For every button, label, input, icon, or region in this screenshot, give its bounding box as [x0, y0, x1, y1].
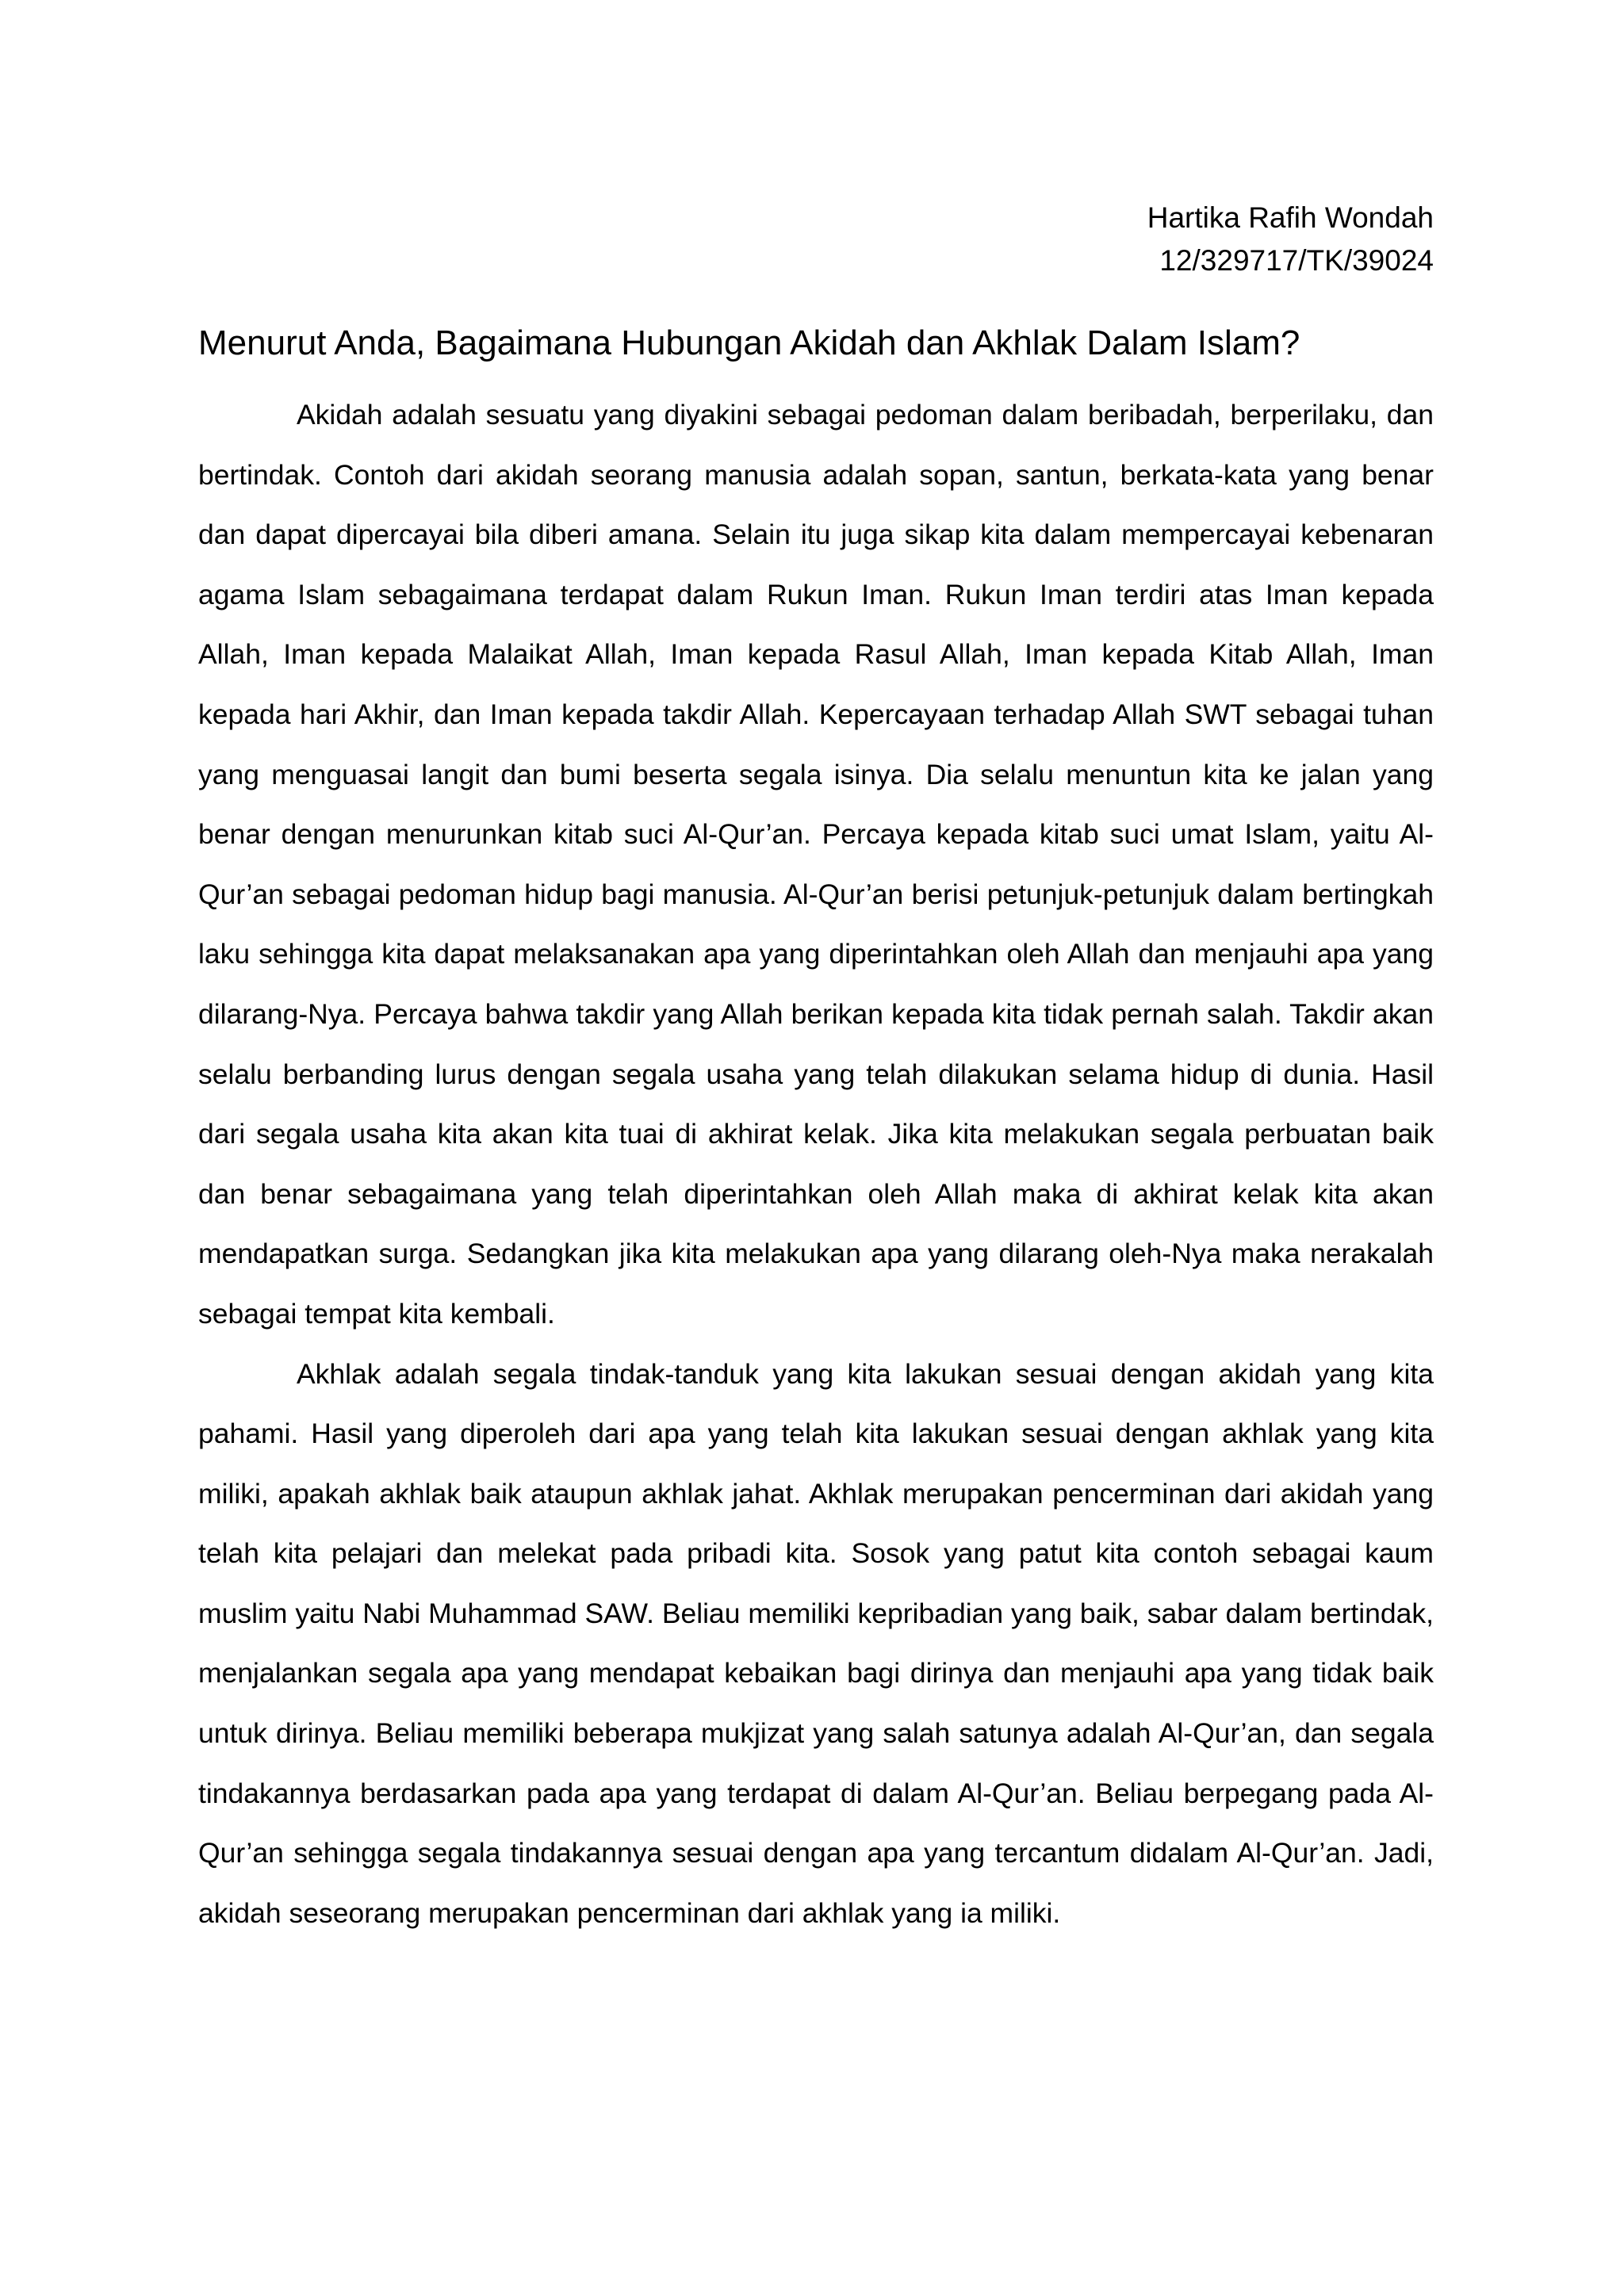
author-block — [1147, 197, 1434, 282]
paragraph-akhlak: Akhlak adalah segala tindak-tanduk yang kita lakukan sesuai dengan akidah yang kita pahami. Hasil yang diperoleh dari apa yang telah kita lakukan sesuai dengan akhlak yang kita miliki, apakah akhlak baik ataupun akhlak jahat. Akhlak merupakan pencerminan dari akidah yang telah kita pelajari dan melekat pada pribadi kita. Sosok yang patut kita contoh sebagai kaum muslim yaitu Nabi Muhammad SAW. Beliau memiliki kepribadian yang baik, sabar dalam bertindak, menjalankan segala apa yang mendapat kebaikan bagi dirinya dan menjauhi apa yang tidak baik untuk dirinya. Beliau memiliki beberapa mukjizat yang salah satunya adalah Al-Qur’an, dan segala tindakannya berdasarkan pada apa yang terdapat di dalam Al-Qur’an. Beliau berpegang pada Al-Qur’an sehingga segala tindakannya sesuai dengan apa yang tercantum didalam Al-Qur’an. Jadi, akidah seseorang merupakan pencerminan dari akhlak yang ia miliki. — [198, 1357, 1434, 1929]
paragraph-akidah: Akidah adalah sesuatu yang diyakini sebagai pedoman dalam beribadah, berperilaku, dan bertindak. Contoh dari akidah seorang manusia adalah sopan, santun, berkata-kata yang benar dan dapat dipercayai bila diberi amana. Selain itu juga sikap kita dalam mempercayai kebenaran agama Islam sebagaimana terdapat dalam Rukun Iman. Rukun Iman terdiri atas Iman kepada Allah, Iman kepada Malaikat Allah, Iman kepada Rasul Allah, Iman kepada Kitab Allah, Iman kepada hari Akhir, dan Iman kepada takdir Allah. Kepercayaan terhadap Allah SWT sebagai tuhan yang menguasai langit dan bumi beserta segala isinya. Dia selalu menuntun kita ke jalan yang benar dengan menurunkan kitab suci Al-Qur’an. Percaya kepada kitab suci umat Islam, yaitu Al-Qur’an sebagai pedoman hidup bagi manusia. Al-Qur’an berisi petunjuk-petunjuk dalam bertingkah laku sehingga kita dapat melaksanakan apa yang diperintahkan oleh Allah dan menjauhi apa yang dilarang-Nya. Percaya bahwa takdir yang Allah berikan kepada kita tidak pernah salah. Takdir akan selalu berbanding lurus dengan segala usaha yang telah dilakukan selama hidup di dunia. Hasil dari segala usaha kita akan kita tuai di akhirat kelak. Jika kita melakukan segala perbuatan baik dan benar sebagaimana yang telah diperintahkan oleh Allah maka di akhirat kelak kita akan mendapatkan surga. Sedangkan jika kita melakukan apa yang dilarang oleh-Nya maka nerakalah sebagai tempat kita kembali. — [198, 399, 1434, 1330]
document-page — [198, 0, 1434, 2296]
student-id: 12/329717/TK/39024 — [1159, 244, 1434, 277]
author-name: Hartika Rafih Wondah — [1147, 201, 1434, 234]
question-heading: Menurut Anda, Bagaimana Hubungan Akidah dan Akhlak Dalam Islam? — [198, 323, 1300, 362]
essay-body — [198, 385, 1434, 1943]
